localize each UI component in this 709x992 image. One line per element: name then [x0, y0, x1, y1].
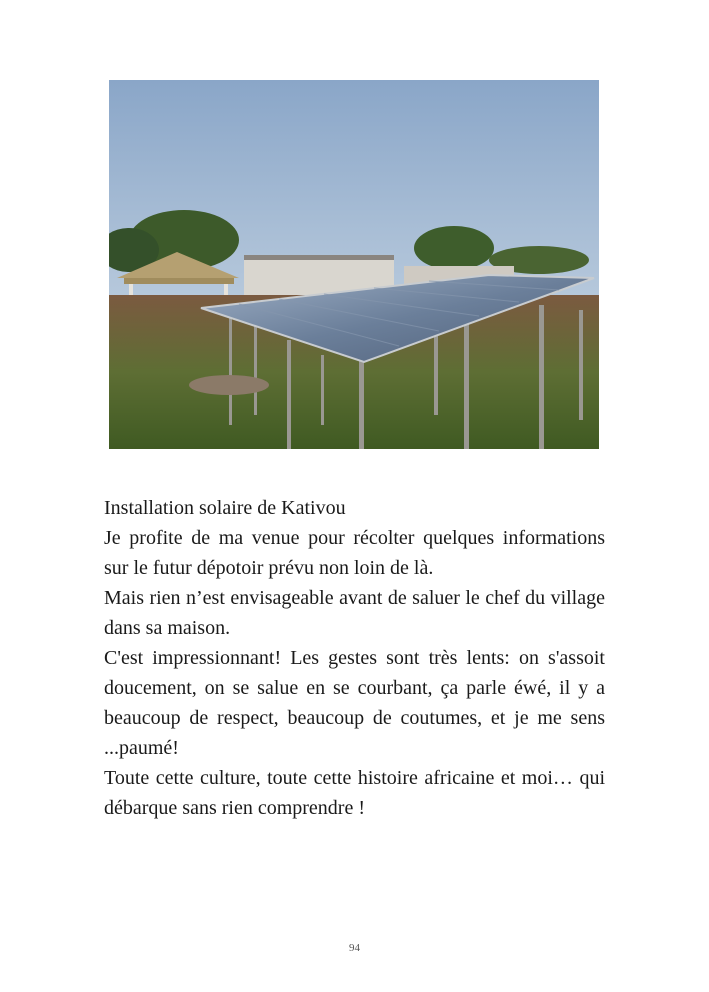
paragraph: Je profite de ma venue pour récolter quelques informations sur le futur dépotoir prévu non loin de là. [104, 527, 605, 579]
paragraph: Toute cette culture, toute cette histoire africaine et moi… qui débarque sans rien comprendre ! [104, 767, 605, 819]
paragraph: C'est impressionnant! Les gestes sont très lents: on s'assoit doucement, on se salue en se courbant, ça parle éwé, il y a beaucoup de respect, beaucoup de coutumes, et je me sens ...paumé! [104, 647, 605, 759]
page-number: 94 [349, 942, 360, 954]
paragraph: Mais rien n’est envisageable avant de saluer le chef du village dans sa maison. [104, 587, 605, 639]
solar-installation-photo [109, 80, 599, 449]
figure-caption: Installation solaire de Kativou [104, 497, 346, 519]
body-text [104, 493, 605, 823]
